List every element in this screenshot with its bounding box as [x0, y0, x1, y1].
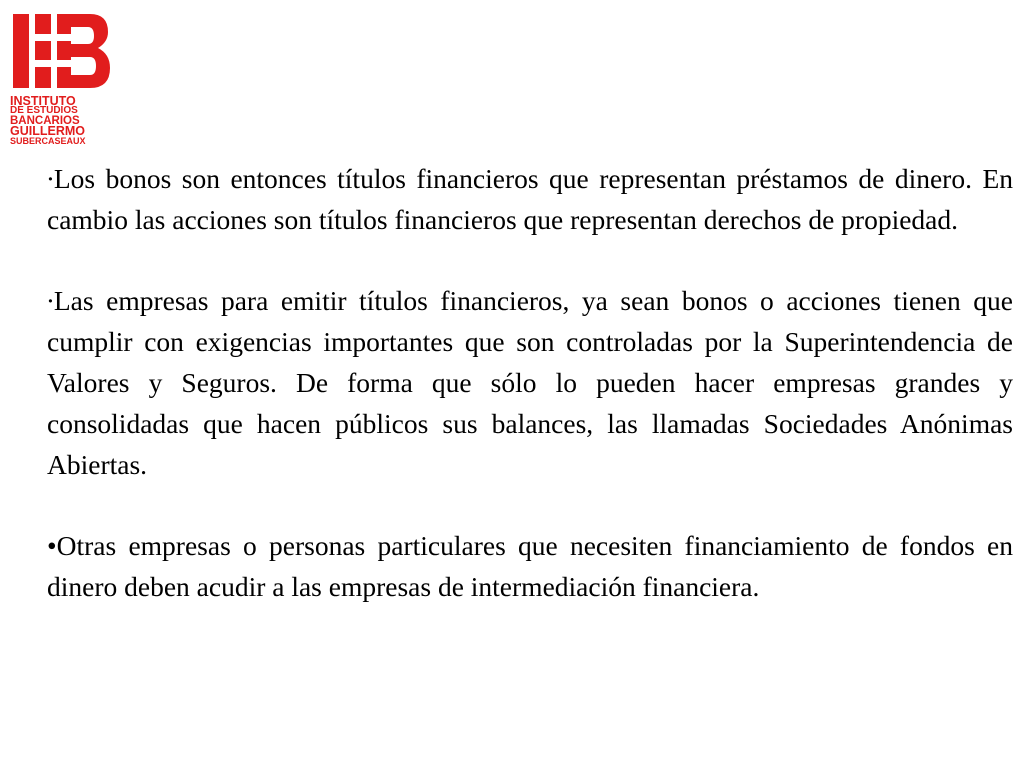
logo-line-1: INSTITUTO — [10, 94, 76, 108]
slide-body — [47, 158, 1013, 607]
logo-line-4: GUILLERMO — [10, 124, 85, 138]
logo-line-5: SUBERCASEAUX — [10, 136, 86, 146]
paragraph-empresas — [47, 280, 1013, 485]
paragraph-text: Las empresas para emitir títulos financieros, ya sean bonos o acciones tienen que cumplir con exigencias importantes que son controladas por la Superintendencia de Valores y Seguros. De forma que sólo lo pueden hacer empresas grandes y consolidadas que hacen públicos sus balances, las llamadas Sociedades Anónimas Abiertas. — [47, 285, 1013, 480]
bullet-icon: • — [47, 530, 57, 561]
bullet-icon: ∙ — [47, 163, 54, 194]
bullet-icon: ∙ — [47, 285, 54, 316]
paragraph-text: Los bonos son entonces títulos financieros que representan préstamos de dinero. En cambio las acciones son títulos financieros que representan derechos de propiedad. — [47, 163, 1013, 235]
paragraph-otras-empresas — [47, 525, 1013, 607]
paragraph-text: Otras empresas o personas particulares que necesiten financiamiento de fondos en dinero deben acudir a las empresas de intermediación financiera. — [47, 530, 1013, 602]
institute-logo — [10, 12, 114, 160]
logo-line-2: DE ESTUDIOS — [10, 105, 78, 116]
ieb-logo-mark — [10, 12, 110, 90]
logo-line-3: BANCARIOS — [10, 115, 80, 127]
logo-wordmark — [10, 96, 114, 146]
paragraph-bonos — [47, 158, 1013, 240]
